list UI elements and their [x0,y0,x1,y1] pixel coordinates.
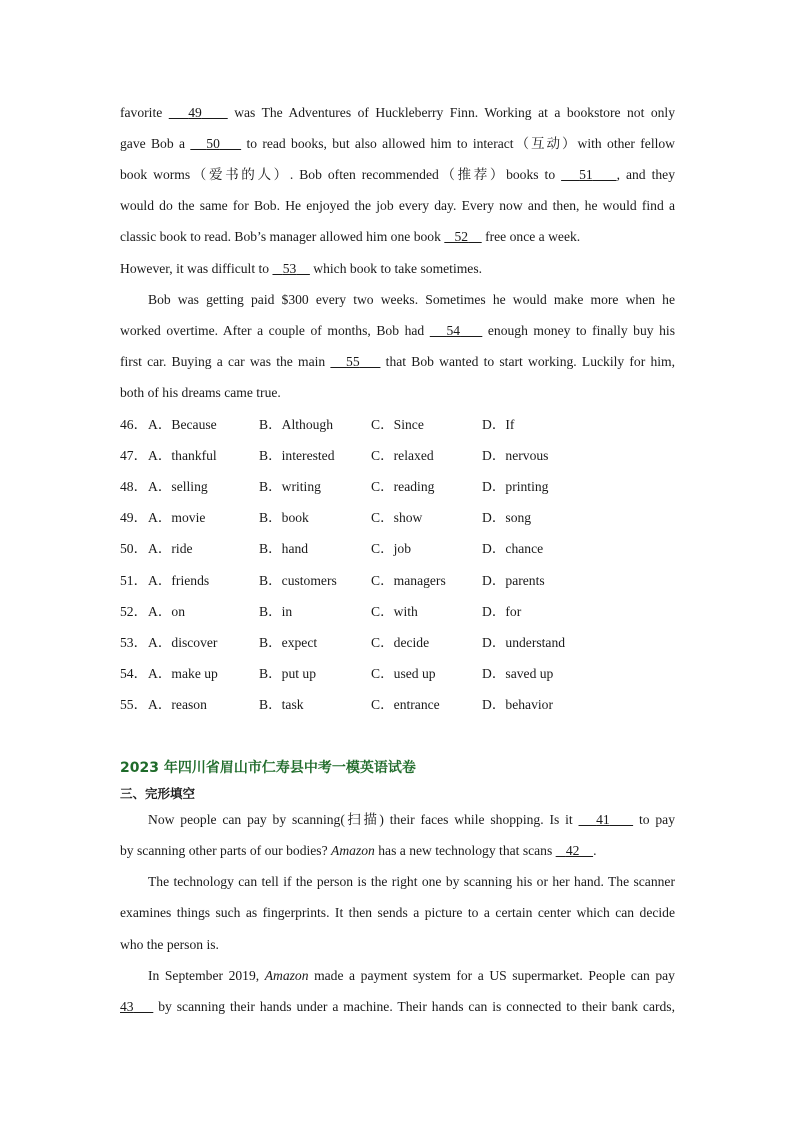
question-row: 55． A．reason B．task C．entrance D．behavior [120,697,553,712]
passage-line: In September 2019, Amazon made a payment system for a US supermarket. People can pay [148,968,675,983]
question-row: 49． A．movie B．book C．show D．song [120,510,532,525]
passage-line: both of his dreams came true. [120,385,281,400]
section-heading: 三、完形填空 [120,786,196,801]
blank-50: 50 [206,136,220,151]
passage-line: worked overtime. After a couple of months, Bob had 54 enough money to finally buy his [120,323,675,338]
passage-line: Bob was getting paid $300 every two weeks. Sometimes he would make more when he [148,292,675,307]
blank-41: 41 [596,812,610,827]
blank-49: 49 [188,105,202,120]
blank-52: 52 [454,229,469,244]
passage-line: classic book to read. Bob’s manager allowed him one book 52 free once a week. [120,229,581,244]
blank-43: 43 [120,999,134,1014]
passage-line: book worms（爱书的人）. Bob often recommended（推荐）books to 51 , and they [120,167,675,182]
question-row: 52． A．on B．in C．with D．for [120,604,522,619]
passage-line: examines things such as fingerprints. It then sends a picture to a certain center which can decide [120,905,675,920]
passage-line: 43 by scanning their hands under a machine. Their hands can is connected to their bank cards, [120,999,675,1014]
question-row: 54． A．make up B．put up C．used up D．saved up [120,666,554,681]
passage-line: gave Bob a 50 to read books, but also allowed him to interact（互动）with other fellow [120,136,675,151]
question-row: 48． A．selling B．writing C．reading D．printing [120,479,549,494]
blank-53: 53 [282,261,297,276]
passage-line: Now people can pay by scanning(扫描) their faces while shopping. Is it 41 to pay [148,812,675,827]
passage-line: first car. Buying a car was the main 55 that Bob wanted to start working. Luckily for him, [120,354,676,369]
passage-line: by scanning other parts of our bodies? Amazon has a new technology that scans 42 . [120,843,597,858]
blank-54: 54 [446,323,461,338]
blank-42: 42 [565,843,580,858]
blank-51: 51 [579,167,593,182]
passage-line: favorite 49 was The Adventures of Huckleberry Finn. Working at a bookstore not only [120,105,675,120]
blank-55: 55 [346,354,360,369]
passage-line: who the person is. [120,937,219,952]
question-row: 47． A．thankful B．interested C．relaxed D．nervous [120,448,549,463]
question-row: 53． A．discover B．expect C．decide D．understand [120,635,566,650]
exam-title: 2023 年四川省眉山市仁寿县中考一模英语试卷 [120,760,416,776]
passage-line: The technology can tell if the person is the right one by scanning his or her hand. The scanner [148,874,675,889]
passage-line: However, it was difficult to 53 which book to take sometimes. [120,261,483,276]
passage-line: would do the same for Bob. He enjoyed the job every day. Every now and then, he would find a [120,198,675,213]
question-row: 46． A．Because B．Although C．Since D．If [120,417,515,432]
question-row: 50． A．ride B．hand C．job D．chance [120,541,544,556]
question-row: 51． A．friends B．customers C．managers D．parents [120,573,545,588]
